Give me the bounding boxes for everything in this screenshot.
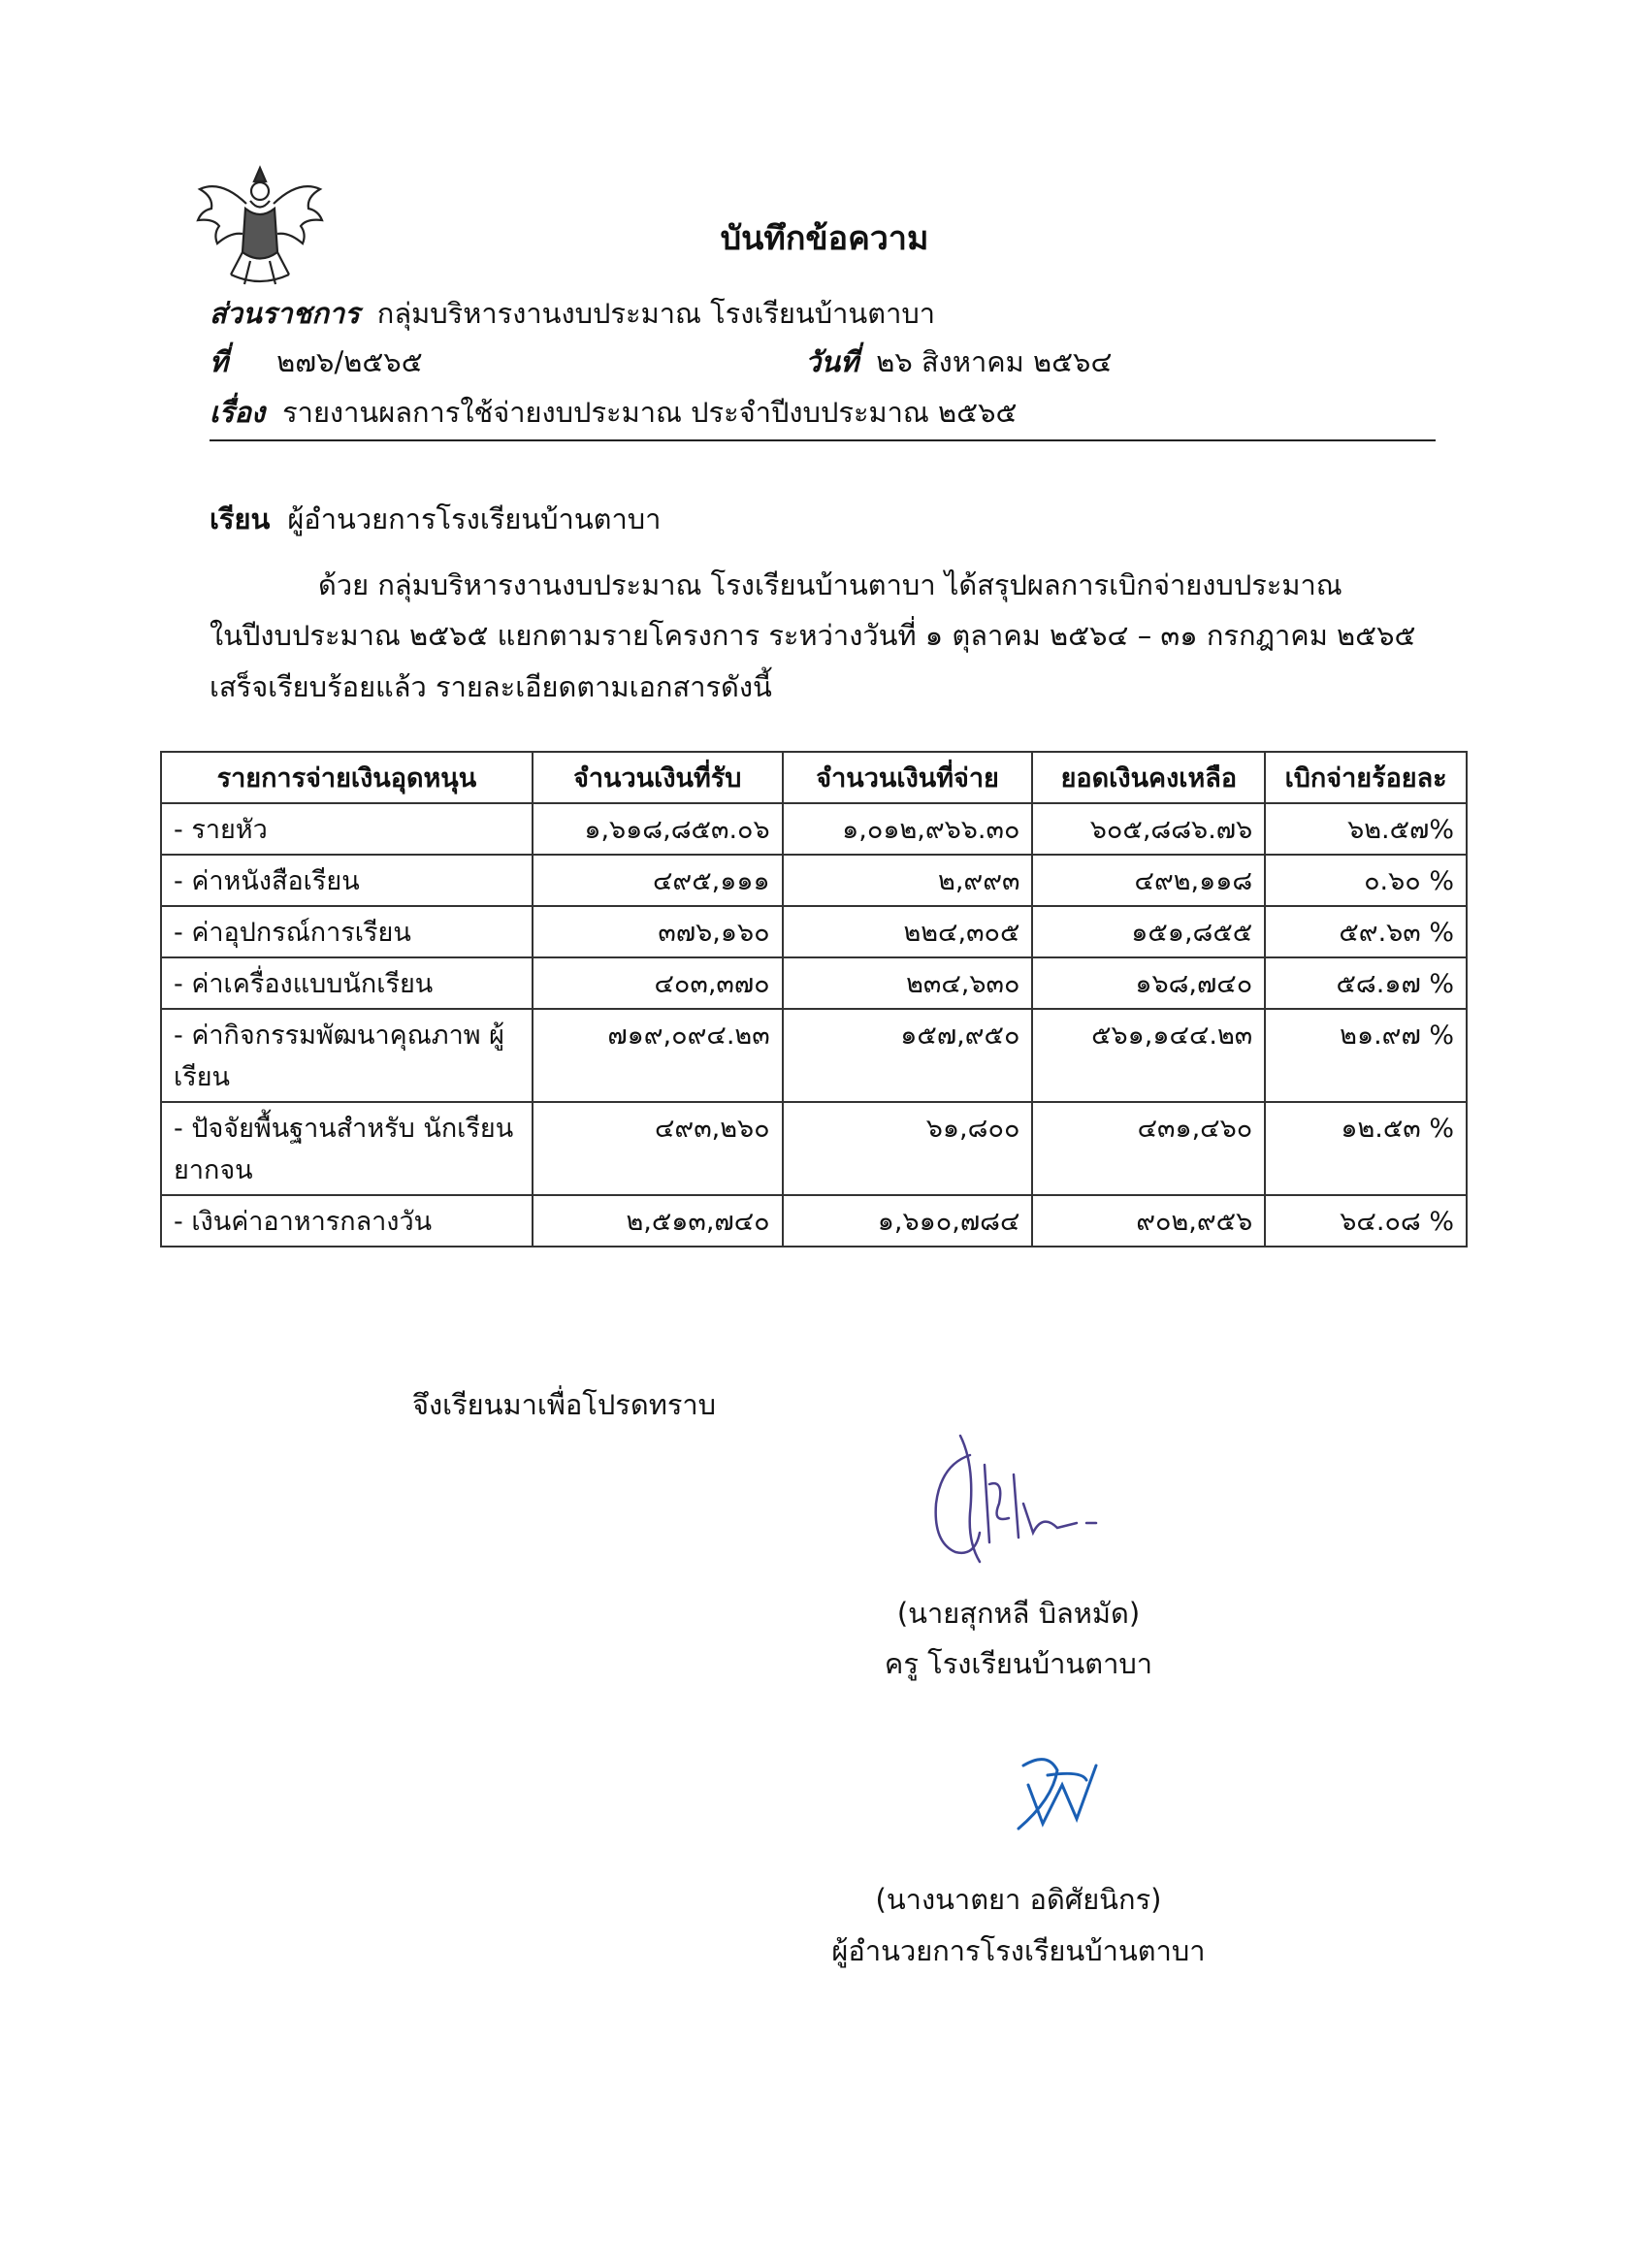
- cell-balance: ๙๐๒,๙๕๖: [1032, 1195, 1265, 1247]
- cell-paid: ๒๓๔,๖๓๐: [783, 957, 1033, 1009]
- department-label: ส่วนราชการ: [210, 297, 360, 330]
- department-value: กลุ่มบริหารงานงบประมาณ โรงเรียนบ้านตาบา: [376, 297, 936, 330]
- body-line-3: เสร็จเรียบร้อยแล้ว รายละเอียดตามเอกสารดังนี้: [210, 670, 772, 703]
- closing-line: จึงเรียนมาเพื่อโปรดทราบ: [412, 1388, 717, 1421]
- cell-percent: ๖๒.๕๗%: [1265, 803, 1467, 855]
- date-value: ๒๖ สิงหาคม ๒๕๖๔: [876, 345, 1113, 378]
- cell-balance: ๑๖๘,๗๔๐: [1032, 957, 1265, 1009]
- table-row: [161, 855, 1467, 906]
- cell-paid: ๖๑,๘๐๐: [783, 1102, 1033, 1195]
- department-line: [210, 291, 935, 336]
- cell-item: - ค่าเครื่องแบบนักเรียน: [161, 957, 533, 1009]
- cell-item: - ค่าอุปกรณ์การเรียน: [161, 906, 533, 957]
- document-number-label: ที่: [210, 345, 229, 378]
- cell-item: - ค่ากิจกรรมพัฒนาคุณภาพ ผู้เรียน: [161, 1009, 533, 1102]
- salutation-value: ผู้อำนวยการโรงเรียนบ้านตาบา: [287, 502, 662, 535]
- table-row: [161, 1009, 1467, 1102]
- cell-percent: ๕๘.๑๗ %: [1265, 957, 1467, 1009]
- cell-received: ๑,๖๑๘,๘๕๓.๐๖: [533, 803, 783, 855]
- cell-item: - รายหัว: [161, 803, 533, 855]
- cell-received: ๔๙๕,๑๑๑: [533, 855, 783, 906]
- cell-received: ๗๑๙,๐๙๔.๒๓: [533, 1009, 783, 1102]
- table-row: [161, 957, 1467, 1009]
- cell-percent: ๐.๖๐ %: [1265, 855, 1467, 906]
- table-row: [161, 803, 1467, 855]
- cell-percent: ๖๔.๐๘ %: [1265, 1195, 1467, 1247]
- document-number-value: ๒๗๖/๒๕๖๕: [276, 345, 423, 378]
- cell-balance: ๑๕๑,๘๕๕: [1032, 906, 1265, 957]
- cell-paid: ๑,๐๑๒,๙๖๖.๓๐: [783, 803, 1033, 855]
- cell-paid: ๒,๙๙๓: [783, 855, 1033, 906]
- column-header-received: จำนวนเงินที่รับ: [533, 752, 783, 803]
- cell-paid: ๑,๖๑๐,๗๘๔: [783, 1195, 1033, 1247]
- signer2-name: (นางนาตยา อดิศัยนิกร): [875, 1883, 1162, 1916]
- column-header-balance: ยอดเงินคงเหลือ: [1032, 752, 1265, 803]
- memo-title: บันทึกข้อความ: [720, 219, 929, 258]
- cell-item: - ค่าหนังสือเรียน: [161, 855, 533, 906]
- salutation-line: [210, 497, 661, 541]
- cell-balance: ๔๓๑,๔๖๐: [1032, 1102, 1265, 1195]
- table-row: [161, 1195, 1467, 1247]
- signer2-position: ผู้อำนวยการโรงเรียนบ้านตาบา: [831, 1934, 1206, 1967]
- body-line-2: ในปีงบประมาณ ๒๕๖๕ แยกตามรายโครงการ ระหว่างวันที่ ๑ ตุลาคม ๒๕๖๔ – ๓๑ กรกฎาคม ๒๕๖๕: [210, 619, 1416, 652]
- budget-table: [160, 751, 1468, 1247]
- date-label: วันที่: [805, 345, 859, 378]
- date-line: [805, 340, 1112, 384]
- header-divider: [210, 439, 1436, 441]
- cell-received: ๔๙๓,๒๖๐: [533, 1102, 783, 1195]
- signature-director-icon: [989, 1746, 1116, 1843]
- cell-balance: ๔๙๒,๑๑๘: [1032, 855, 1265, 906]
- cell-percent: ๒๑.๙๗ %: [1265, 1009, 1467, 1102]
- cell-item: - เงินค่าอาหารกลางวัน: [161, 1195, 533, 1247]
- cell-received: ๓๗๖,๑๖๐: [533, 906, 783, 957]
- cell-paid: ๑๕๗,๙๕๐: [783, 1009, 1033, 1102]
- body-line-1: ด้วย กลุ่มบริหารงานงบประมาณ โรงเรียนบ้านตาบา ได้สรุปผลการเบิกจ่ายงบประมาณ: [318, 568, 1342, 601]
- cell-paid: ๒๒๔,๓๐๕: [783, 906, 1033, 957]
- cell-received: ๒,๕๑๓,๗๔๐: [533, 1195, 783, 1247]
- column-header-item: รายการจ่ายเงินอุดหนุน: [161, 752, 533, 803]
- signature-teacher-icon: [922, 1426, 1135, 1581]
- cell-item: - ปัจจัยพื้นฐานสำหรับ นักเรียนยากจน: [161, 1102, 533, 1195]
- table-row: [161, 906, 1467, 957]
- subject-label: เรื่อง: [210, 396, 266, 429]
- cell-balance: ๖๐๕,๘๘๖.๗๖: [1032, 803, 1265, 855]
- cell-percent: ๑๒.๕๓ %: [1265, 1102, 1467, 1195]
- cell-received: ๔๐๓,๓๗๐: [533, 957, 783, 1009]
- subject-value: รายงานผลการใช้จ่ายงบประมาณ ประจำปีงบประมาณ ๒๕๖๕: [282, 396, 1018, 429]
- table-row: [161, 1102, 1467, 1195]
- cell-percent: ๕๙.๖๓ %: [1265, 906, 1467, 957]
- column-header-percent: เบิกจ่ายร้อยละ: [1265, 752, 1467, 803]
- document-number-line: [210, 340, 423, 384]
- signer1-position: ครู โรงเรียนบ้านตาบา: [884, 1647, 1153, 1680]
- column-header-paid: จำนวนเงินที่จ่าย: [783, 752, 1033, 803]
- table-header-row: [161, 752, 1467, 803]
- subject-line: [210, 390, 1017, 435]
- signer1-name: (นายสุกหลี บิลหมัด): [896, 1597, 1141, 1630]
- cell-balance: ๕๖๑,๑๔๔.๒๓: [1032, 1009, 1265, 1102]
- salutation-label: เรียน: [210, 502, 271, 535]
